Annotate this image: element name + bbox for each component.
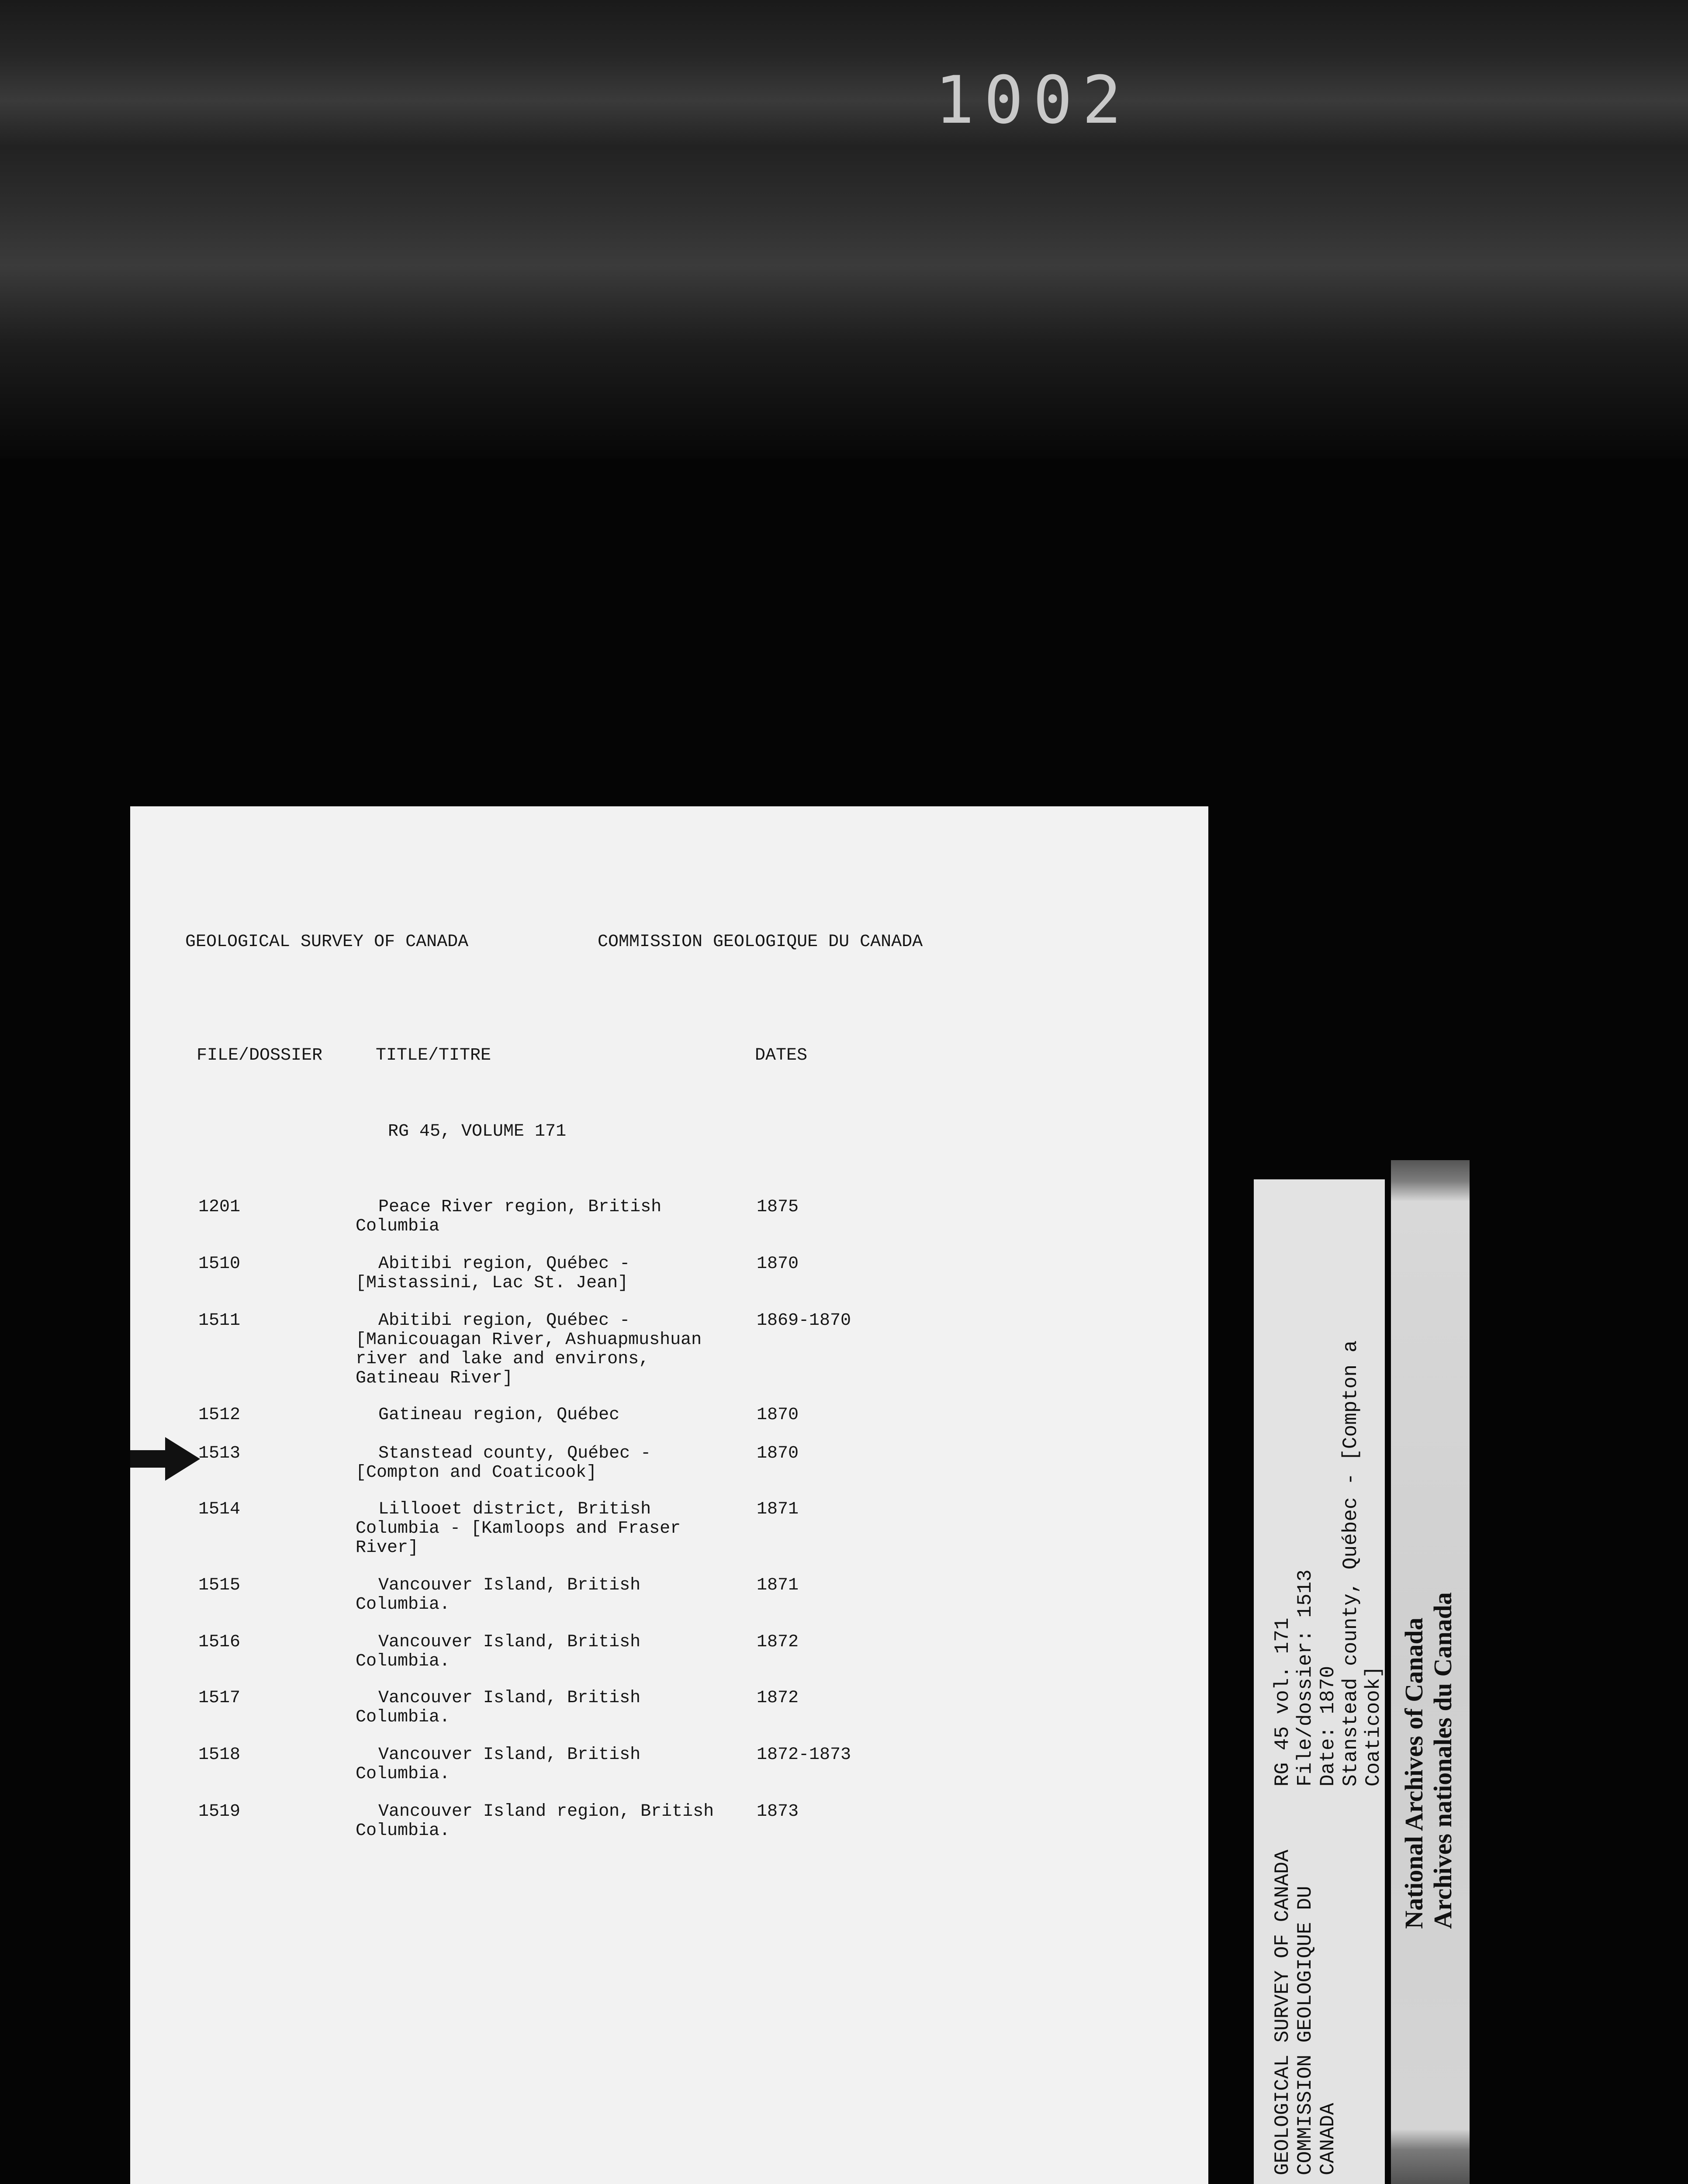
file-number: 1514 xyxy=(198,1500,241,1519)
file-dates: 1872-1873 xyxy=(757,1745,851,1765)
file-dates: 1870 xyxy=(757,1254,799,1274)
file-dates: 1872 xyxy=(757,1688,799,1708)
file-title: Stanstead county, Québec - [Compton and Coaticook] xyxy=(356,1444,651,1482)
file-dates: 1875 xyxy=(757,1197,799,1217)
file-title: Vancouver Island, British Columbia. xyxy=(356,1745,641,1784)
pointer-arrow-icon xyxy=(130,1437,200,1481)
file-dates: 1872 xyxy=(757,1632,799,1652)
file-dates: 1870 xyxy=(757,1405,799,1425)
label-details: RG 45 vol. 171 File/dossier: 1513 Date: 1870 Stanstead county, Québec - [Compton a Coaticook] xyxy=(1271,1340,1385,1787)
label-text-rotated xyxy=(1254,1179,1385,2184)
file-dates: 1869-1870 xyxy=(757,1311,851,1330)
label-organization: GEOLOGICAL SURVEY OF CANADA COMMISSION GEOLOGIQUE DU CANADA xyxy=(1271,1849,1339,2175)
archive-label-card xyxy=(1254,1179,1385,2184)
file-dates: 1871 xyxy=(757,1500,799,1519)
file-title: Vancouver Island region, British Columbia. xyxy=(356,1802,714,1841)
header-right: COMMISSION GEOLOGIQUE DU CANADA xyxy=(598,932,923,952)
volume-heading: RG 45, VOLUME 171 xyxy=(388,1122,567,1141)
column-header-dates: DATES xyxy=(755,1046,808,1065)
stamp-line-english: National Archives of Canada xyxy=(1400,1617,1428,1929)
frame-number: 1002 xyxy=(935,62,1131,138)
document-page xyxy=(130,806,1208,2184)
file-dates: 1870 xyxy=(757,1444,799,1463)
file-number: 1510 xyxy=(198,1254,241,1274)
file-number: 1516 xyxy=(198,1632,241,1652)
file-title: Vancouver Island, British Columbia. xyxy=(356,1688,641,1727)
column-header-title: TITLE/TITRE xyxy=(376,1046,491,1065)
file-title: Abitibi region, Québec - [Mistassini, Lac St. Jean] xyxy=(356,1254,630,1293)
file-title: Vancouver Island, British Columbia. xyxy=(356,1632,641,1671)
header-left: GEOLOGICAL SURVEY OF CANADA xyxy=(185,932,469,952)
file-title: Gatineau region, Québec xyxy=(378,1405,620,1425)
file-number: 1518 xyxy=(198,1745,241,1765)
film-header-band xyxy=(0,0,1688,459)
file-number: 1513 xyxy=(198,1444,241,1463)
column-header-file: FILE/DOSSIER xyxy=(197,1046,323,1065)
archives-stamp-strip xyxy=(1391,1160,1470,2184)
file-number: 1201 xyxy=(198,1197,241,1217)
file-title: Vancouver Island, British Columbia. xyxy=(356,1576,641,1614)
file-dates: 1871 xyxy=(757,1576,799,1595)
file-number: 1511 xyxy=(198,1311,241,1330)
file-number: 1519 xyxy=(198,1802,241,1821)
file-number: 1512 xyxy=(198,1405,241,1425)
file-number: 1515 xyxy=(198,1576,241,1595)
file-title: Abitibi region, Québec - [Manicouagan River, Ashuapmushuan river and lake and environs, Gatineau River] xyxy=(356,1311,702,1388)
archives-stamp xyxy=(1391,1422,1470,1946)
file-dates: 1873 xyxy=(757,1802,799,1821)
file-title: Peace River region, British Columbia xyxy=(356,1197,662,1236)
file-number: 1517 xyxy=(198,1688,241,1708)
file-title: Lillooet district, British Columbia - [Kamloops and Fraser River] xyxy=(356,1500,681,1558)
stamp-line-french: Archives nationales du Canada xyxy=(1429,1592,1457,1929)
